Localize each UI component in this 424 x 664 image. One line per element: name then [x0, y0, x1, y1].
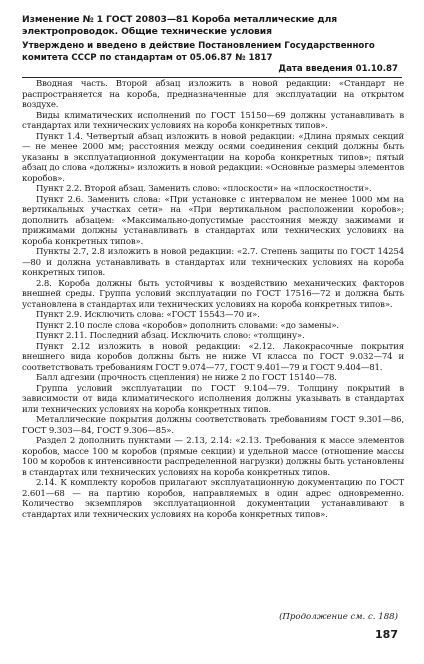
paragraph: Пункт 2.2. Второй абзац. Заменить слово: «плоскости» на «плоскостности». — [36, 184, 372, 194]
approval-statement: Утверждено и введено в действие Постановлением Государственного комитета СССР по стандартам от 05.06.87 № 1817 — [22, 41, 375, 63]
paragraph: Балл адгезии (прочность сцепления) не ниже 2 по ГОСТ 15140—78. — [36, 373, 337, 383]
effective-date: Дата введения 01.10.87 — [278, 64, 398, 74]
continuation-note: (Продолжение см. с. 188) — [279, 612, 398, 622]
paragraph: Пункт 2.11. Последний абзац. Исключить слово: «толщину». — [36, 331, 305, 341]
paragraph: Пункт 2.12 изложить в новой редакции: «2.12. Лакокрасочные покрытия внешнего вида коробов должны быть не ниже VI класса по ГОСТ 9.032—74 и соответствовать требованиям ГОСТ 9.074—77, ГОСТ 9.401—79 и ГОСТ 9.404—81. — [22, 341, 404, 373]
paragraph: Виды климатических исполнений по ГОСТ 15150—69 должны устанавливать в стандартах или технических условиях на короба конкретных типов». — [22, 110, 404, 131]
amendment-title: Изменение № 1 ГОСТ 20803—81 Короба металлические для электропроводок. Общие технические условия — [22, 14, 338, 37]
paragraph: Металлические покрытия должны соответствовать требованиям ГОСТ 9.301—86, ГОСТ 9.303—84, ГОСТ 9.306—85». — [22, 415, 404, 436]
page-number: 187 — [375, 628, 398, 641]
header-divider — [22, 77, 402, 78]
paragraph: Пункт 2.6. Заменить слова: «При установке с интервалом не менее 1000 мм на вертикальных участках сети» на «При вертикальном расположении коробов»; дополнить абзацем: «Максимально-допустимые расстояния между зажимами и прижимами должны устанавливать в стандартах или технических условиях на короба конкретных типов». — [22, 194, 404, 247]
amendment-body — [22, 79, 404, 520]
paragraph: Пункты 2.7, 2.8 изложить в новой редакции: «2.7. Степень защиты по ГОСТ 14254—80 и должна устанавливать в стандартах или технических условиях на короба конкретных типов. — [22, 247, 404, 278]
paragraph: Группа условий эксплуатации по ГОСТ 9.104—79. Толщину покрытий в зависимости от вида климатического исполнения должны указывать в стандартах или технических условиях на короба конкретных типов. — [22, 383, 404, 415]
paragraph: 2.14. К комплекту коробов прилагают эксплуатационную документацию по ГОСТ 2.601—68 — на партию коробов, направляемых в один адрес одновременно. Количество экземпляров эксплуатационной документации устанавливают в стандартах или технических условиях на короба конкретных типов». — [22, 478, 404, 520]
paragraph: Раздел 2 дополнить пунктами — 2.13, 2.14: «2.13. Требования к массе элементов коробов, массе 100 м коробов (прямые секции) и удельной массе (отношение массы 100 м коробов к интенсивности распределенной нагрузки) должны быть установлены в стандартах или технических условиях на короба конкретных типов. — [22, 436, 404, 478]
paragraph: Пункт 2.10 после слова «коробов» дополнить словами: «до замены». — [36, 320, 339, 331]
paragraph: 2.8. Короба должны быть устойчивы к воздействию механических факторов внешней среды. Группа условий эксплуатации по ГОСТ 17516—72 и должна быть установлена в стандартах или технических условиях на короба конкретных типов». — [22, 278, 404, 310]
paragraph: Пункт 2.9. Исключить слова: «ГОСТ 15543—70 и». — [36, 310, 260, 320]
paragraph: Пункт 1.4. Четвертый абзац изложить в новой редакции: «Длина прямых секций — не менее 2000 мм; расстояния между осями соединения секций должны быть указаны в эксплуатационной документации на короба конкретных типов»; пятый абзац до слова «должны» изложить в новой редакции: «Основные размеры элементов коробов». — [22, 131, 404, 184]
paragraph: Вводная часть. Второй абзац изложить в новой редакции: «Стандарт не распространяется на короба, предназначенные для эксплуатации на открытом воздухе. — [22, 79, 404, 110]
